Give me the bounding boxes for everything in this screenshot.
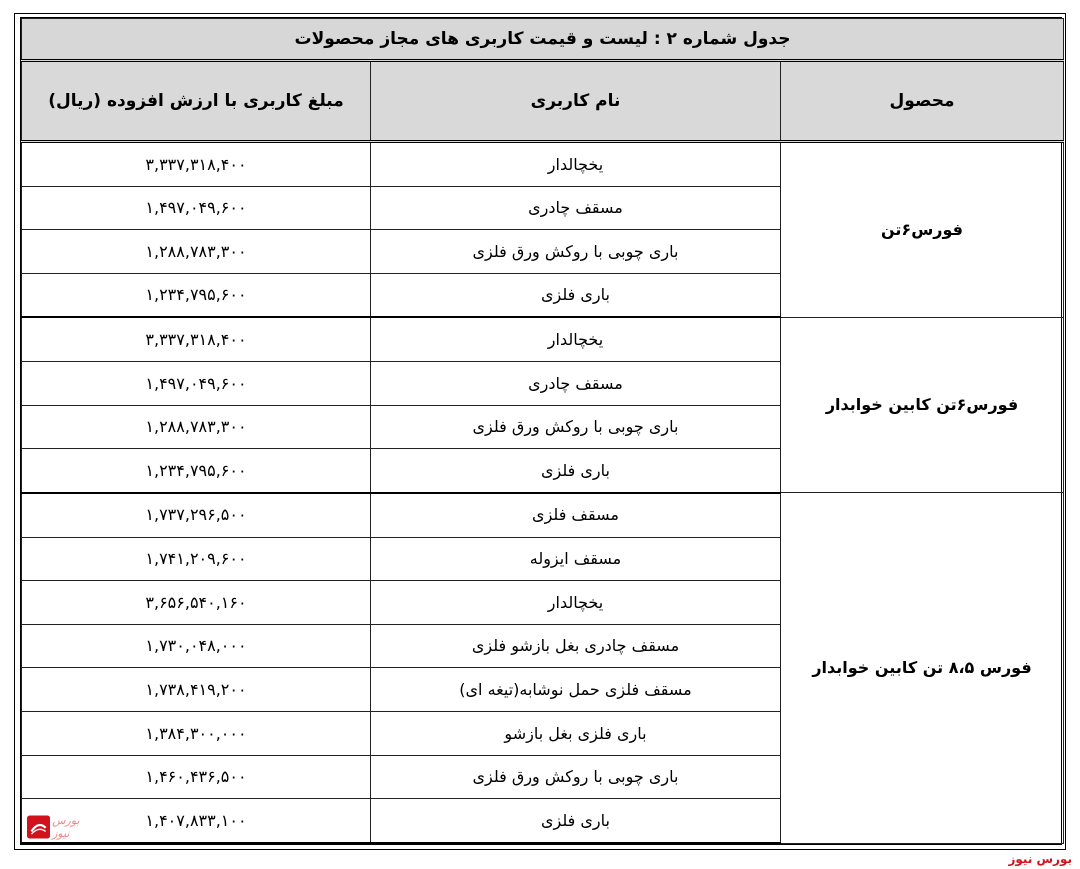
price-cell: ۱,۲۳۴,۷۹۵,۶۰۰ — [22, 449, 371, 493]
table-title-row — [22, 19, 1064, 61]
table-body — [22, 142, 1064, 844]
logo — [27, 812, 95, 842]
table-container — [20, 17, 1062, 845]
usage-cell: باری فلزی — [371, 273, 781, 317]
usage-cell: باری چوبی با روکش ورق فلزی — [371, 405, 781, 449]
usage-cell: یخچالدار — [371, 317, 781, 361]
price-cell: ۱,۷۳۷,۲۹۶,۵۰۰ — [22, 493, 371, 537]
price-cell: ۱,۴۰۷,۸۳۳,۱۰۰ — [22, 799, 371, 843]
usage-cell: مسقف ایزوله — [371, 537, 781, 581]
product-cell: فورس۶تن کابین خوابدار — [781, 317, 1064, 492]
price-cell: ۱,۲۸۸,۷۸۳,۳۰۰ — [22, 230, 371, 274]
table-title: جدول شماره ۲ : لیست و قیمت کاربری های مجاز محصولات — [22, 19, 1064, 61]
price-cell: ۱,۴۹۷,۰۴۹,۶۰۰ — [22, 362, 371, 406]
usage-cell: باری چوبی با روکش ورق فلزی — [371, 755, 781, 799]
document-frame — [14, 13, 1066, 850]
price-cell: ۱,۳۸۴,۳۰۰,۰۰۰ — [22, 712, 371, 756]
price-cell: ۳,۳۳۷,۳۱۸,۴۰۰ — [22, 317, 371, 361]
price-cell: ۳,۶۵۶,۵۴۰,۱۶۰ — [22, 581, 371, 625]
price-table — [21, 18, 1064, 844]
price-cell: ۱,۴۶۰,۴۳۶,۵۰۰ — [22, 755, 371, 799]
table-row — [22, 142, 1064, 187]
usage-cell: مسقف چادری بغل بازشو فلزی — [371, 624, 781, 668]
usage-cell: مسقف چادری — [371, 186, 781, 230]
price-cell: ۱,۷۳۰,۰۴۸,۰۰۰ — [22, 624, 371, 668]
logo-text: بورس نیوز — [52, 814, 80, 840]
table-row — [22, 493, 1064, 537]
price-cell: ۱,۲۸۸,۷۸۳,۳۰۰ — [22, 405, 371, 449]
usage-cell: مسقف فلزی — [371, 493, 781, 537]
header-usage: نام کاربری — [371, 61, 781, 142]
price-cell: ۱,۴۹۷,۰۴۹,۶۰۰ — [22, 186, 371, 230]
usage-cell: یخچالدار — [371, 581, 781, 625]
usage-cell: باری فلزی — [371, 799, 781, 843]
usage-cell: باری فلزی بغل بازشو — [371, 712, 781, 756]
table-row — [22, 317, 1064, 361]
watermark: بورس نیوز — [1008, 852, 1072, 866]
price-cell: ۱,۲۳۴,۷۹۵,۶۰۰ — [22, 273, 371, 317]
table-header-row — [22, 61, 1064, 142]
logo-icon — [27, 814, 50, 840]
usage-cell: باری چوبی با روکش ورق فلزی — [371, 230, 781, 274]
usage-cell: مسقف چادری — [371, 362, 781, 406]
usage-cell: یخچالدار — [371, 142, 781, 187]
usage-cell: باری فلزی — [371, 449, 781, 493]
product-cell: فورس ۸،۵ تن کابین خوابدار — [781, 493, 1064, 843]
header-price: مبلغ کاربری با ارزش افزوده (ریال) — [22, 61, 371, 142]
header-product: محصول — [781, 61, 1064, 142]
usage-cell: مسقف فلزی حمل نوشابه(تیغه ای) — [371, 668, 781, 712]
price-cell: ۳,۳۳۷,۳۱۸,۴۰۰ — [22, 142, 371, 187]
price-cell: ۱,۷۳۸,۴۱۹,۲۰۰ — [22, 668, 371, 712]
price-cell: ۱,۷۴۱,۲۰۹,۶۰۰ — [22, 537, 371, 581]
product-cell: فورس۶تن — [781, 142, 1064, 318]
